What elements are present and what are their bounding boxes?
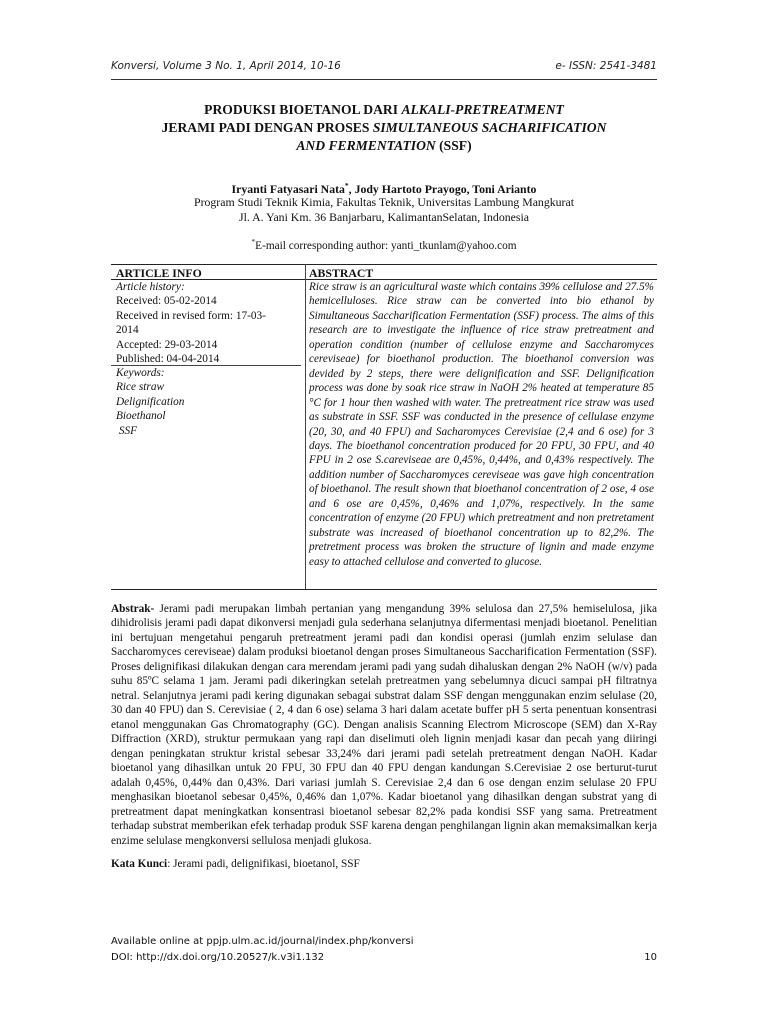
available-online-text: Available online at ppjp.ulm.ac.id/journal/index.php/konversi bbox=[111, 936, 414, 947]
history-label: Article history: bbox=[116, 281, 185, 293]
journal-header bbox=[111, 60, 657, 72]
title-line1-italic: ALKALI-PRETREATMENT bbox=[401, 102, 564, 117]
received-date: Received: 05-02-2014 bbox=[116, 295, 217, 308]
kata-kunci-label: Kata Kunci bbox=[111, 858, 168, 870]
affiliation bbox=[80, 195, 688, 225]
abstrak-label: Abstrak- bbox=[111, 603, 155, 615]
email-mark: * bbox=[251, 237, 256, 246]
corresponding-email bbox=[80, 237, 688, 252]
author-rest: , Jody Hartoto Prayogo, Toni Arianto bbox=[348, 181, 537, 196]
journal-issn: e- ISSN: 2541-3481 bbox=[555, 60, 657, 72]
paper-title bbox=[80, 101, 688, 155]
journal-citation: Konversi, Volume 3 No. 1, April 2014, 10-16 bbox=[111, 60, 341, 72]
footer-doi-row bbox=[111, 952, 657, 963]
article-history bbox=[116, 280, 302, 366]
abstract-heading: ABSTRACT bbox=[309, 266, 374, 280]
title-line2-italic: SIMULTANEOUS SACHARIFICATION bbox=[372, 120, 607, 135]
kata-kunci bbox=[111, 858, 657, 870]
author-first: Iryanti Fatyasari Nata bbox=[231, 181, 345, 196]
abstrak-text: Jerami padi merupakan limbah pertanian yang mengandung 39% selulosa dan 27,5% hemiselulosa, jika dihidrolisis jerami padi dapat dikonversi menjadi gula sederhana selanjutnya difermentasi menjadi bioetanol. Penelitian ini bertujuan mengetahui pengaruh pretreatment jerami padi dan kondisi operasi (jumlah enzim selulase dan Saccharomyces cereviseae) dalam produksi bioetanol dengan proses Simultaneous Saccharification Fermentation (SSF). Proses delignifikasi dilakukan dengan cara merendam jerami padi yang sudah dihaluskan dengan 2% NaOH (w/v) pada suhu 85ºC selama 1 jam. Jerami padi dikeringkan setelah pretreatmen yang sebelumnya dicuci sampai pH filtratnya netral. Selanjutnya jerami padi kering digunakan sebagai substrat dalam SSF dengan menggunakan enzim selulase (20, 30 dan 40 FPU) dan S. Cerevisiae ( 2, 4 dan 6 ose) selama 3 hari dalam acetate buffer pH 5 serta penentuan konsentrasi etanol menggunakan Gas Chromatography (GC). Dengan analisis Scanning Electrom Microscope (SEM) dan X-Ray Diffraction (XRD), struktur permukaan yang rapi dan diselimuti oleh lignin menjadi kasar dan pecah yang diiringi dengan peningkatan struktur kristal sebesar 33,24% dari jerami padi setelah pretreatment dengan NaOH. Kadar bioetanol yang dihasilkan untuk 20 FPU, 30 FPU dan 40 FPU dengan kandungan S.Cerevisiae 2 ose berturut-turut adalah 0,45%, 0,44% dan 0,43%. Dari variasi jumlah S. Cerevisiae 2,4 dan 6 ose dengan enzim selulase 20 FPU menghasikan bioetanol sebesar 0,45%, 0,46% dan 1,07%. Kadar bioetanol yang dihasilkan dengan substrat yang di pretreatment dapat meningkatkan konsentrasi bioetanol sebesar 82,2% pada kondisi SSF yang sama. Pretreatment terhadap substrat memberikan efek terhadap produk SSF karena dengan penghilangan lignin akan memaksimalkan kerja enzime selulase mengkonversi sellulosa menjadi glukosa. bbox=[111, 603, 657, 847]
revised-date-line2: 2014 bbox=[116, 324, 139, 337]
corresponding-mark: * bbox=[344, 181, 349, 190]
abstrak-indonesian bbox=[111, 602, 657, 848]
affiliation-line2: Jl. A. Yani Km. 36 Banjarbaru, KalimantanSelatan, Indonesia bbox=[239, 210, 529, 224]
revised-date-line1: Received in revised form: 17-03- bbox=[116, 309, 266, 322]
page-number: 10 bbox=[644, 952, 657, 963]
title-line2-plain: JERAMI PADI DENGAN PROSES bbox=[161, 120, 373, 135]
doi-text: DOI: http://dx.doi.org/10.20527/k.v3i1.132 bbox=[111, 952, 325, 963]
title-line1-plain: PRODUKSI BIOETANOL DARI bbox=[204, 102, 402, 117]
keyword-item: Delignification bbox=[116, 395, 185, 408]
footer-available bbox=[111, 936, 657, 947]
abstract-english-text: Rice straw is an agricultural waste which contains 39% cellulose and 27.5% hemicelluloses. Rice straw can be converted into bio ethanol by Simultaneous Saccharification Fermentation (SSF) process. The aims of this research are to investigate the influence of rice straw pretreatment and operation condition (number of cellulose enzyme and Saccharomyces cereviseae) for bioethanol production. The bioethanol conversion was devided by 2 steps, there were delignification and SSF. Delignification process was done by soak rice straw in NaOH 2% heated at temperature 85 °C for 1 hour then washed with water. The pretreatment rice straw was used as substrate in SSF. SSF was conducted in the presence of cellulase enzyme (20, 30, and 40 FPU) and Sacharomyces Cerevisiae (2,4 and 6 ose) for 3 days. The bioethanol concentration produced for 20 FPU, 30 FPU, and 40 FPU in 2 ose S.careviseae are 0,45%, 0,44%, and 0,43% respectively. The addition number of Saccharomyces cereviseae was gave high concentration of bioethanol. The result shown that bioethanol concentration of 2 ose, 4 ose and 6 ose are 0,45%, 0,46% and 1,07%, respectively. In the same concentration of enzyme (20 FPU) which pretreatment and non pretretament substrate was increased of bioethanol concentration up to 82,2%. The pretretment process was broken the structure of lignin and made enzyme easy to attached cellulose and converted to glucose. bbox=[309, 281, 654, 568]
email-text: E-mail corresponding author: yanti_tkunlam@yahoo.com bbox=[255, 239, 517, 252]
title-line3-plain: (SSF) bbox=[435, 138, 472, 153]
box-column-divider bbox=[305, 264, 306, 589]
box-bottom-rule bbox=[111, 589, 657, 590]
kata-kunci-text: : Jerami padi, delignifikasi, bioetanol, SSF bbox=[167, 858, 360, 870]
header-divider bbox=[111, 79, 657, 80]
accepted-date: Accepted: 29-03-2014 bbox=[116, 338, 218, 351]
keyword-item: Rice straw bbox=[116, 381, 165, 394]
keywords-label: Keywords: bbox=[116, 367, 165, 379]
keyword-item: SSF bbox=[116, 424, 138, 437]
keyword-item: Bioethanol bbox=[116, 410, 166, 423]
box-top-rule bbox=[111, 264, 657, 265]
keywords-block bbox=[116, 366, 302, 438]
published-date: Published: 04-04-2014 bbox=[116, 353, 220, 366]
affiliation-line1: Program Studi Teknik Kimia, Fakultas Teknik, Universitas Lambung Mangkurat bbox=[194, 195, 574, 209]
article-info-heading: ARTICLE INFO bbox=[116, 266, 202, 280]
title-line3-italic: AND FERMENTATION bbox=[296, 138, 436, 153]
